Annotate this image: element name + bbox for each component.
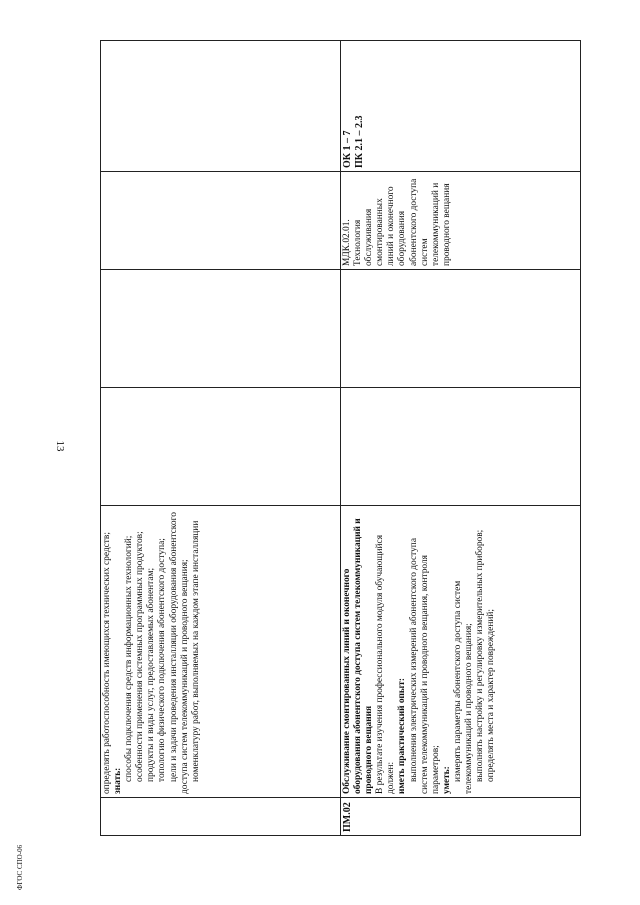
requirement-line: цели и задачи проведения инсталляции оборудования абонентского доступа систем телекоммуникаций и проводного вещания; [168,512,190,794]
experience-label: иметь практический опыт: [397,678,408,794]
table-row [101,41,341,836]
footer-standard: ФГОС СПО-06 [16,844,24,890]
requirement-line: способы подключения средств информационных технологий; [124,535,135,782]
module-code-cell [101,798,341,836]
pk-competencies: ПК 2.1 – 2.3 [354,115,365,168]
module-code-cell: ПМ.02 [341,798,581,836]
requirements-cell [341,506,581,798]
requirement-line: продукты и виды услуг, предоставляемых абонентам; [146,567,157,782]
hours-cell [341,388,581,506]
competencies-cell [101,41,341,172]
requirement-line: номенклатуру работ, выполняемых на каждом этапе инсталляции [190,520,201,782]
know-label: знать: [113,767,124,794]
intro-text: В результате изучения профессионального модуля обучающийся должен: [375,534,397,794]
mdk-cell: МДК.02.01. Технология обслуживания смонтированных линий и оконечного оборудования абонентского доступа систем телекоммуникаций и проводного вещания [341,172,581,270]
skill-line: выполнять настройку и регулировку измерительных приборов; [475,529,486,782]
mdk-cell [101,172,341,270]
curriculum-table [100,40,581,836]
experience-text: выполнения электрических измерений абонентского доступа систем телекоммуникаций и проводного вещания, контроля параметров; [408,538,441,794]
requirement-line: особенности применения системных программных продуктов; [135,531,146,782]
requirement-line: определять работоспособность имеющихся технических средств; [102,532,112,794]
hours-cell [101,388,341,506]
table-row [341,41,581,836]
ok-competencies: ОК 1 – 7 [342,130,353,168]
hours-cell [341,270,581,388]
skill-line: определять места и характер повреждений; [486,609,497,782]
skills-label: уметь: [441,766,452,794]
hours-cell [101,270,341,388]
curriculum-table-rotated [100,41,580,836]
requirement-line: топологию физического подключения абонентского доступа; [157,538,168,782]
requirements-cell [101,506,341,798]
competencies-cell [341,41,581,172]
module-title: Обслуживание смонтированных линий и оконечного оборудования абонентского доступа систем телекоммуникаций и проводного вещания [342,518,375,794]
skill-line: измерять параметры абонентского доступа систем телекоммуникаций и проводного вещания; [452,580,475,794]
page-number: 13 [54,440,66,452]
